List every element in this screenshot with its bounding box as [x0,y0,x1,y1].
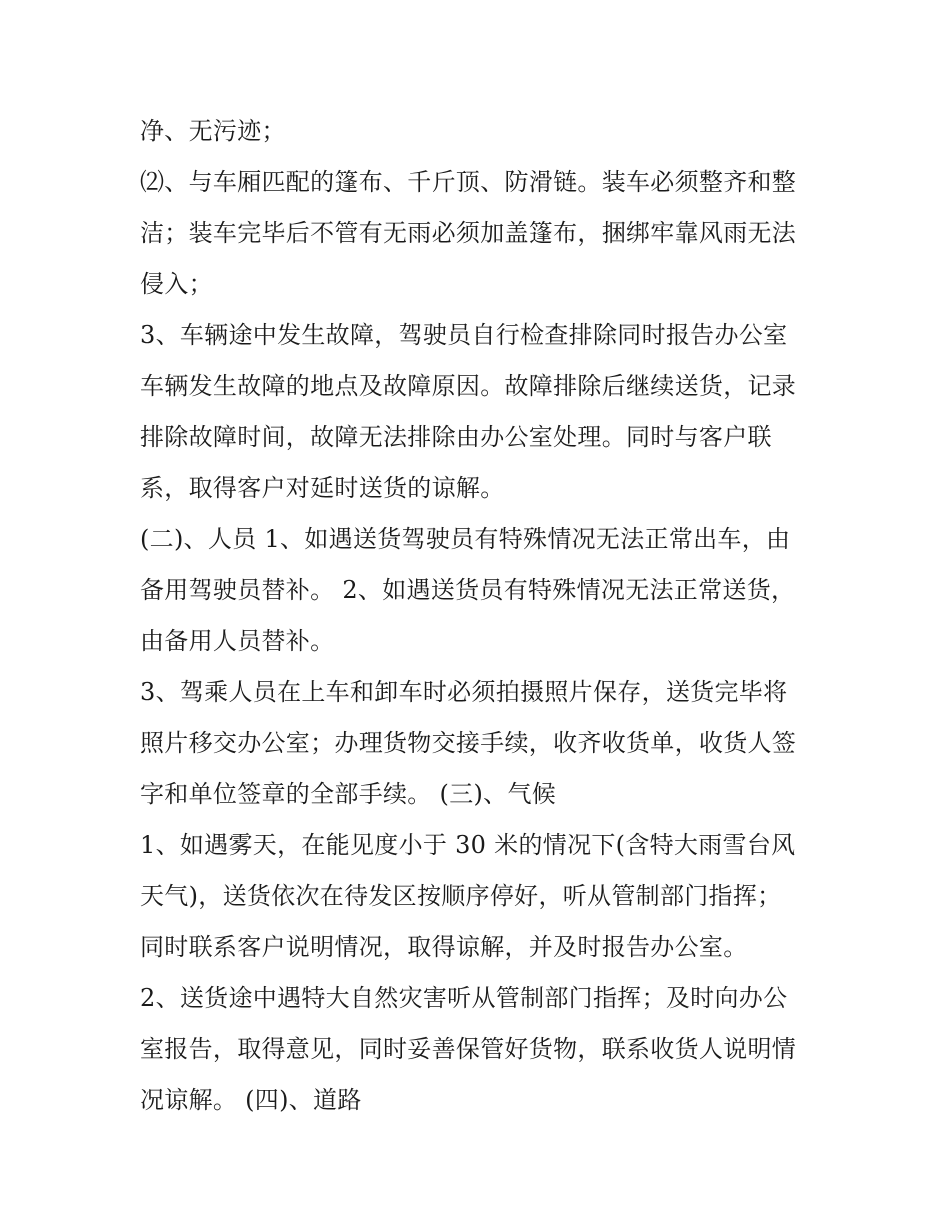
text-line: 同时联系客户说明情况，取得谅解，并及时报告办公室。 [140,933,748,961]
text-line: ⑵、与车厢匹配的篷布、千斤顶、防滑链。装车必须整齐和整 [140,168,797,196]
text-line: 1、如遇雾天，在能见度小于 30 米的情况下(含特大雨雪台风 [140,831,796,859]
text-line: 排除故障时间，故障无法排除由办公室处理。同时与客户联 [140,423,772,451]
text-line: 车辆发生故障的地点及故障原因。故障排除后继续送货，记录 [140,372,797,400]
text-line: 系，取得客户对延时送货的谅解。 [140,474,505,502]
text-line: 况谅解。 (四)、道路 [140,1086,362,1114]
text-line: 洁；装车完毕后不管有无雨必须加盖篷布，捆绑牢靠风雨无法 [140,219,797,247]
text-line: 2、送货途中遇特大自然灾害听从管制部门指挥；及时向办公 [140,984,788,1012]
text-line: (二)、人员 1、如遇送货驾驶员有特殊情况无法正常出车，由 [140,525,791,553]
text-line: 净、无污迹； [140,117,286,145]
text-line: 侵入； [140,270,213,298]
text-line: 由备用人员替补。 [140,627,335,655]
text-line: 备用驾驶员替补。 2、如遇送货员有特殊情况无法正常送货， [140,576,796,604]
text-line: 字和单位签章的全部手续。 (三)、气候 [140,780,557,808]
document-body [140,106,820,1126]
text-line: 3、驾乘人员在上车和卸车时必须拍摄照片保存，送货完毕将 [140,678,788,706]
text-line: 室报告，取得意见，同时妥善保管好货物，联系收货人说明情 [140,1035,797,1063]
text-line: 照片移交办公室；办理货物交接手续，收齐收货单，收货人签 [140,729,797,757]
text-line: 天气)，送货依次在待发区按顺序停好，听从管制部门指挥； [140,882,782,910]
text-line: 3、车辆途中发生故障，驾驶员自行检查排除同时报告办公室 [140,321,788,349]
